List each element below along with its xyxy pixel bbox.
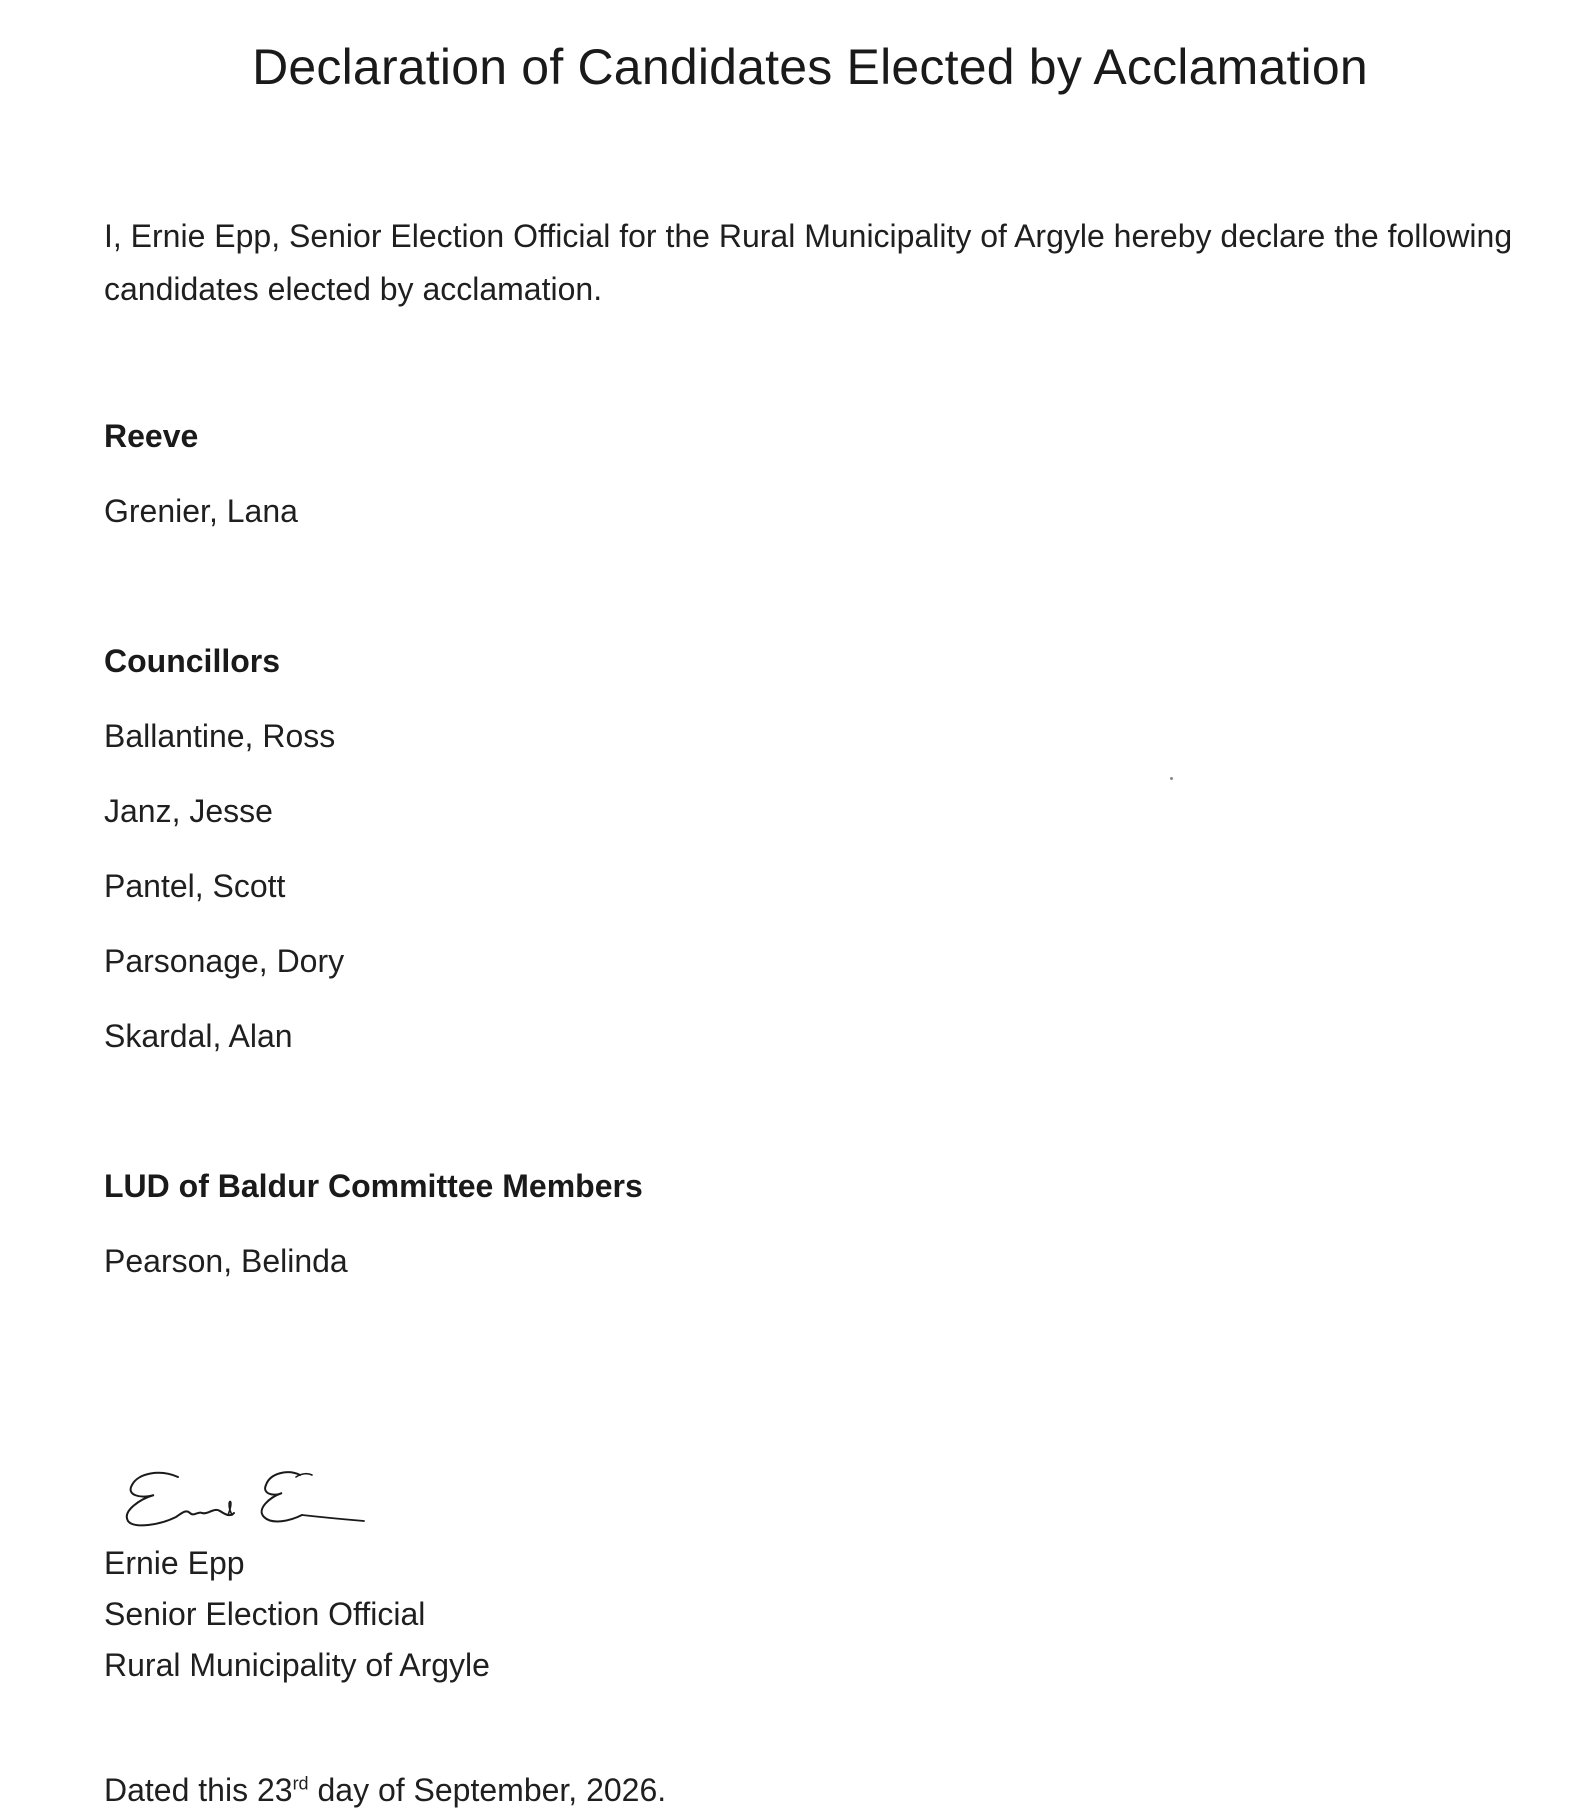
intro-paragraph: I, Ernie Epp, Senior Election Official for the Rural Municipality of Argyle hereby declare the following candidates elected by acclamation.	[104, 218, 1513, 307]
councillor-name: Ballantine, Ross	[104, 718, 336, 754]
councillor-name: Pantel, Scott	[104, 868, 286, 904]
handwritten-signature	[120, 1455, 370, 1535]
scan-speck	[1170, 777, 1173, 780]
councillors-heading: Councillors	[104, 643, 281, 679]
official-role: Senior Election Official	[104, 1596, 426, 1632]
lud-heading: LUD of Baldur Committee Members	[104, 1168, 643, 1204]
dated-ordinal-suffix: rd	[292, 1773, 309, 1794]
dated-suffix: day of September, 2026.	[308, 1772, 667, 1808]
dated-prefix: Dated this 23	[104, 1772, 293, 1808]
document-title: Declaration of Candidates Elected by Acclamation	[252, 39, 1368, 95]
reeve-name: Grenier, Lana	[104, 493, 298, 529]
lud-member-name: Pearson, Belinda	[104, 1243, 348, 1279]
councillor-name: Parsonage, Dory	[104, 943, 345, 979]
councillor-name: Janz, Jesse	[104, 793, 273, 829]
official-organization: Rural Municipality of Argyle	[104, 1647, 490, 1683]
dated-line	[104, 1772, 666, 1809]
reeve-heading: Reeve	[104, 418, 199, 454]
councillor-name: Skardal, Alan	[104, 1018, 293, 1054]
official-name: Ernie Epp	[104, 1545, 245, 1581]
